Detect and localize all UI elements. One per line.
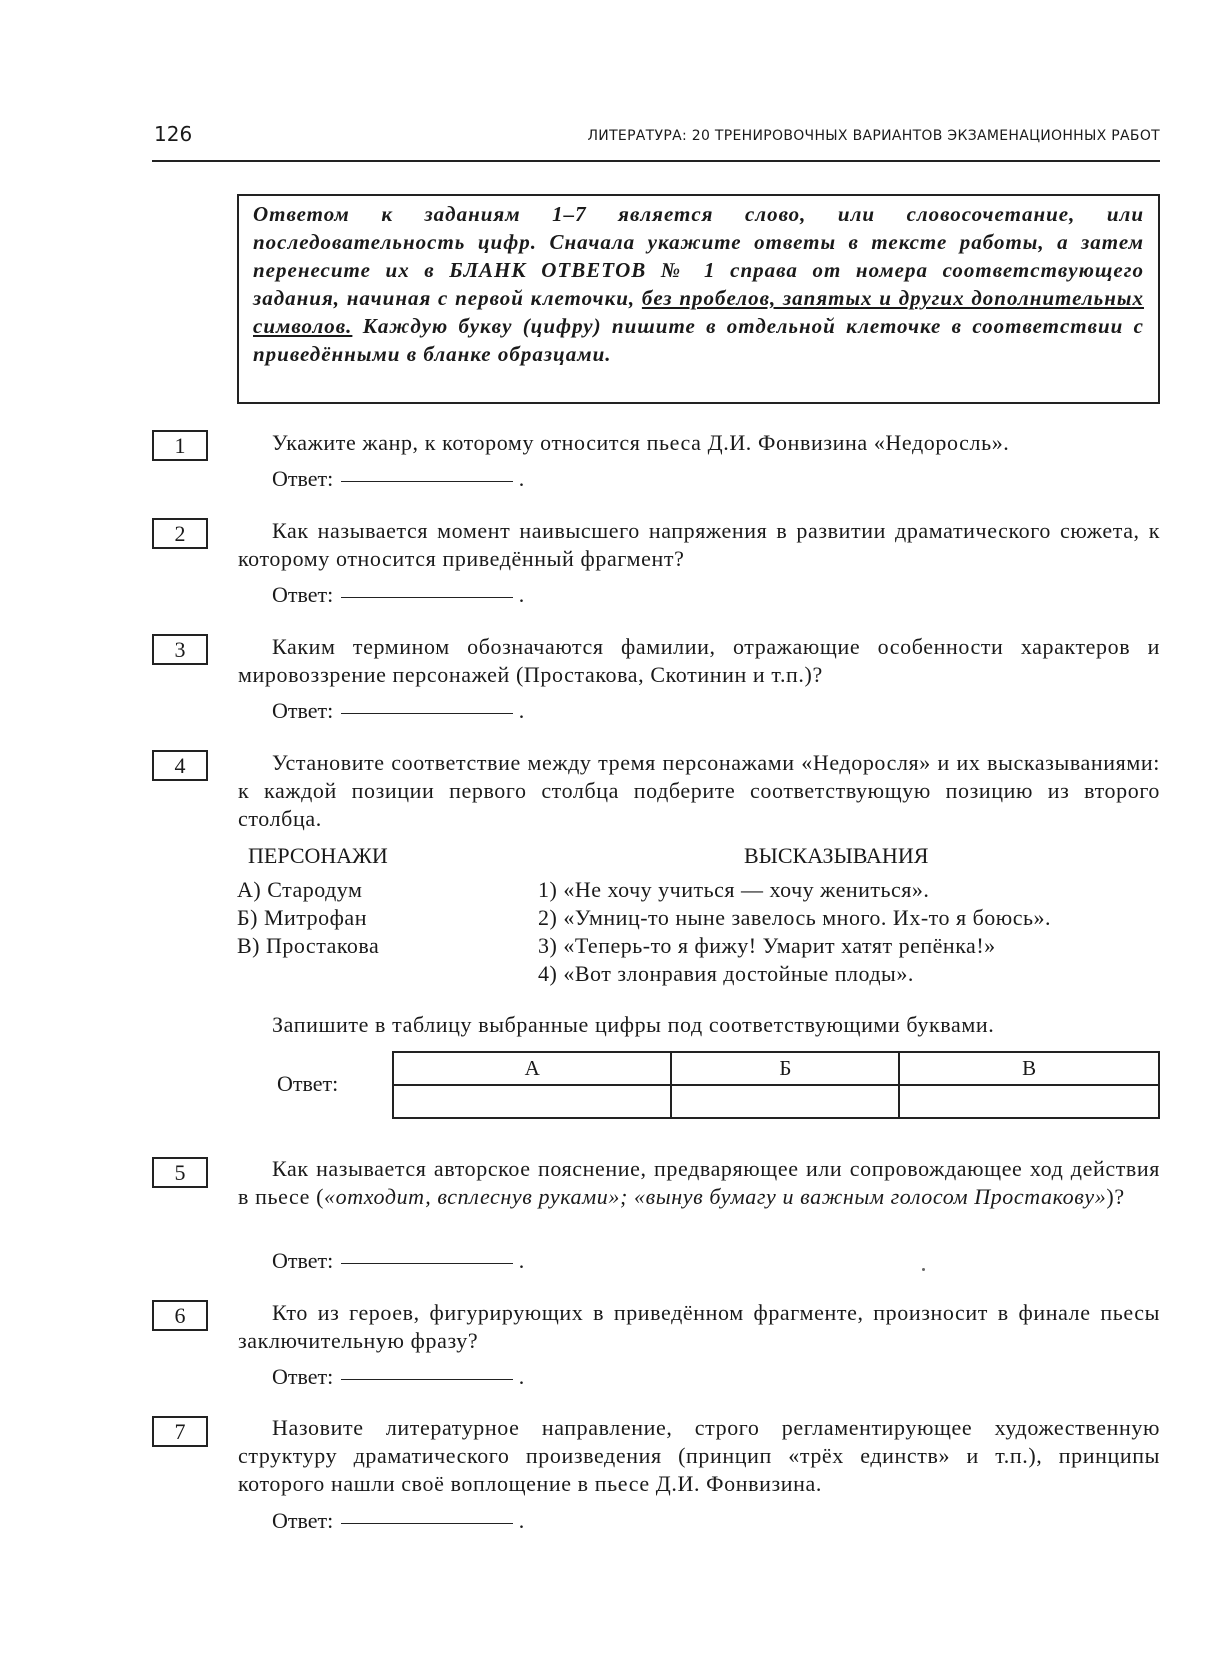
task-3-answer[interactable]: Ответ: .: [272, 698, 525, 723]
answer-label: Ответ:: [272, 1508, 334, 1533]
stage-direction-examples: «отходит, всплеснув руками»; «вынув бумагу и важным голосом Простакову»: [324, 1184, 1107, 1209]
answer-cell-v[interactable]: [899, 1085, 1159, 1118]
answer-line[interactable]: [341, 1379, 513, 1380]
answer-cell-a[interactable]: [393, 1085, 671, 1118]
task-6-question: Кто из героев, фигурирующих в приведённом фрагменте, произносит в финале пьесы заключительную фразу?: [238, 1300, 1160, 1353]
answer-line[interactable]: [341, 597, 513, 598]
instruction-box: [237, 194, 1160, 404]
table-prompt: Запишите в таблицу выбранные цифры под соответствующими буквами.: [272, 1012, 995, 1037]
task-number-3: 3: [152, 634, 208, 665]
statement-item: 4) «Вот злонравия достойные плоды».: [538, 961, 914, 986]
task-number-4: 4: [152, 750, 208, 781]
page-number: 126: [154, 122, 193, 146]
answer-label: Ответ:: [272, 466, 334, 491]
answer-line[interactable]: [341, 1523, 513, 1524]
answer-label: Ответ:: [277, 1071, 339, 1096]
answer-label: Ответ:: [272, 698, 334, 723]
table-header-b: Б: [671, 1052, 899, 1085]
answer-label: Ответ:: [272, 1248, 334, 1273]
character-item: Б) Митрофан: [237, 905, 367, 930]
answer-line[interactable]: [341, 1263, 513, 1264]
statement-item: 2) «Умниц-то ныне завелось много. Их-то я боюсь».: [538, 905, 1052, 930]
statements-column-header: ВЫСКАЗЫВАНИЯ: [744, 843, 929, 868]
character-item: В) Простакова: [237, 933, 380, 958]
task-number-6: 6: [152, 1300, 208, 1331]
instruction-text-2: Каждую букву (цифру) пишите в отдельной клеточке в соответствии с приведёнными в бланке образцами.: [253, 314, 1144, 366]
answer-label: Ответ:: [272, 582, 334, 607]
statement-item: 3) «Теперь-то я фижу! Умарит хатят репёнка!»: [538, 933, 996, 958]
answer-table: [392, 1051, 1160, 1119]
answer-line[interactable]: [341, 713, 513, 714]
task-number-7: 7: [152, 1416, 208, 1447]
instruction-text-1: Ответом к заданиям 1–7 является слово, или словосочетание, или последовательность цифр. Сначала укажите ответы в тексте работы, а затем перенесите их в БЛАНК ОТВЕТОВ № 1 справа от номера соответствующего задания, начиная с первой клеточки,: [253, 202, 1144, 310]
answer-line[interactable]: [341, 481, 513, 482]
character-item: А) Стародум: [237, 877, 363, 902]
characters-column-header: ПЕРСОНАЖИ: [248, 843, 388, 868]
answer-cell-b[interactable]: [671, 1085, 899, 1118]
task-6-answer[interactable]: Ответ: .: [272, 1364, 525, 1389]
task-4-question: Установите соответствие между тремя персонажами «Недоросля» и их высказываниями: к каждой позиции первого столбца подберите соответствующую позицию из второго столбца.: [238, 750, 1160, 831]
task-1-question: Укажите жанр, к которому относится пьеса Д.И. Фонвизина «Недоросль».: [272, 430, 1010, 455]
task-number-2: 2: [152, 518, 208, 549]
statement-item: 1) «Не хочу учиться — хочу жениться».: [538, 877, 930, 902]
speck: [922, 1268, 925, 1271]
page-header: [152, 122, 1160, 162]
task-2-answer[interactable]: Ответ: .: [272, 582, 525, 607]
task-5-answer[interactable]: Ответ: .: [272, 1248, 525, 1273]
task-2-question: Как называется момент наивысшего напряжения в развитии драматического сюжета, к которому относится приведённый фрагмент?: [238, 518, 1160, 571]
task-3-question: Каким термином обозначаются фамилии, отражающие особенности характеров и мировоззрение персонажей (Простакова, Скотинин и т.п.)?: [238, 634, 1160, 687]
table-header-a: А: [393, 1052, 671, 1085]
answer-label: Ответ:: [272, 1364, 334, 1389]
task-number-1: 1: [152, 430, 208, 461]
task-7-question: Назовите литературное направление, строго регламентирующее художественную структуру драматического произведения (принцип «трёх единств» и т.п.), принципы которого нашли своё воплощение в пьесе Д.И. Фонвизина.: [238, 1415, 1160, 1496]
task-5-question: Как называется авторское пояснение, предваряющее или сопровождающее ход действия в пьесе («отходит, всплеснув руками»; «вынув бумагу и важным голосом Простакову»)?: [238, 1156, 1160, 1209]
task-1-answer[interactable]: Ответ: .: [272, 466, 525, 491]
table-header-v: В: [899, 1052, 1159, 1085]
running-title: ЛИТЕРАТУРА: 20 ТРЕНИРОВОЧНЫХ ВАРИАНТОВ ЭКЗАМЕНАЦИОННЫХ РАБОТ: [587, 128, 1160, 144]
task-number-5: 5: [152, 1157, 208, 1188]
task-7-answer[interactable]: Ответ: .: [272, 1508, 525, 1533]
instruction-underlined: без пробелов, запятых и других дополнительных символов.: [253, 286, 1144, 338]
